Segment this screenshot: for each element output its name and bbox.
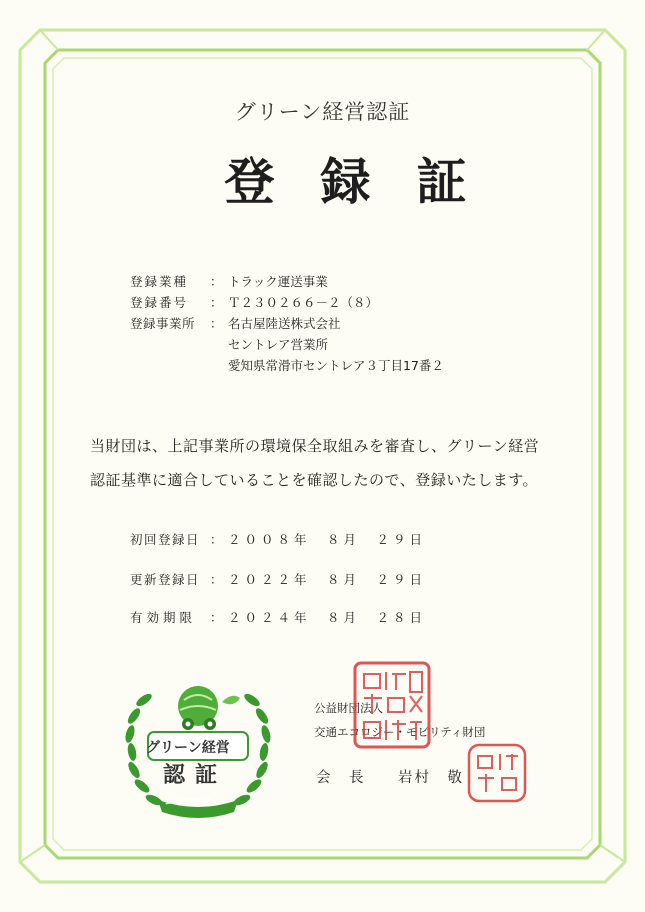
logo-line-2: 認証 [163,763,228,788]
colon: ： [210,572,223,587]
expiry-row [130,608,426,626]
issuer-org-type: 公益財団法人 [314,701,383,715]
statement-line-2: 認証基準に適合していることを確認したので、登録いたします。 [90,471,539,489]
logo-line-3: エコモ財団 [165,798,211,808]
office-name: セントレア営業所 [228,337,329,352]
company-name: 名古屋陸送株式会社 [228,316,341,331]
colon: ： [210,610,223,625]
colon: ： [210,274,223,289]
business-type-label: 登録業種 [130,274,189,289]
logo-line-1: グリーン経営 [146,740,230,756]
certificate-title: 登録証 [224,153,513,211]
chairman-seal [466,742,528,804]
issuer-position: 会 長 [316,770,366,786]
certificate-subtitle: グリーン経営認証 [234,100,411,124]
expiry-date: ２０２４年 ８月 ２８日 [228,610,427,625]
registration-number-row [130,293,378,311]
registration-number-value: Ｔ２３０２６６－２（８） [228,295,379,310]
issuer-org-name: 交通エコロジー・モビリティ財団 [314,725,486,739]
registration-number-label: 登録番号 [130,295,189,310]
renewal-registration-date: ２０２２年 ８月 ２９日 [228,572,427,587]
foundation-seal [352,660,432,750]
initial-registration-label: 初回登録日 [130,532,201,547]
office-address: 愛知県常滑市セントレア３丁目17番２ [228,358,444,373]
business-type-value: トラック運送事業 [228,274,328,289]
business-type-row [130,272,328,290]
registered-office-row [130,314,341,332]
renewal-registration-label: 更新登録日 [130,572,201,587]
colon: ： [210,295,223,310]
initial-registration-date: ２００８年 ８月 ２９日 [228,532,427,547]
colon: ： [210,316,223,331]
renewal-registration-row [130,570,426,588]
statement-line-1: 当財団は、上記事業所の環境保全取組みを審査し、グリーン経営 [90,437,540,455]
issuer-name: 岩村 敬 [398,770,464,786]
initial-registration-row [130,530,426,548]
colon: ： [210,532,223,547]
registered-office-label: 登録事業所 [130,316,196,331]
expiry-label: 有効期限 [130,610,197,625]
